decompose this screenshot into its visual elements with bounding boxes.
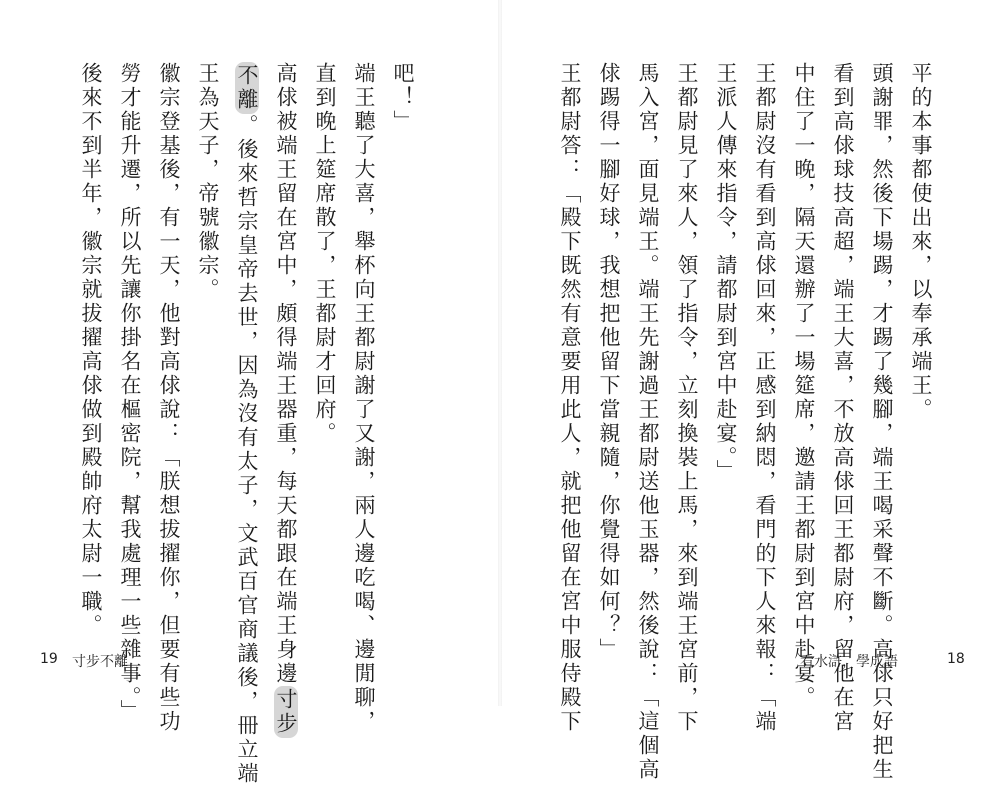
text-column: 馬入宮，面見端王。端王先謝過王都尉送他玉器，然後說：「這個高 — [636, 62, 660, 782]
running-title: 寸步不離 — [72, 654, 128, 670]
text-column: 王都尉沒有看到高俅回來，正感到納悶，看門的下人來報：「端 — [753, 62, 777, 734]
text-column: 直到晚上筵席散了，王都尉才回府。 — [313, 62, 337, 446]
text-column: 吧！」 — [391, 62, 415, 134]
idiom-highlight: 不離 — [235, 64, 259, 112]
left-page-text — [79, 62, 422, 786]
page-number: 18 — [947, 651, 965, 667]
text-column: 看到高俅球技高超，端王大喜，不放高俅回王都尉府，留他在宮 — [831, 62, 855, 734]
running-title: 看水滸，學成語 — [800, 654, 898, 670]
right-page — [500, 0, 1000, 782]
text-column: 徽宗登基後，有一天，他對高俅說：「朕想拔擢你，但要有些功 — [157, 62, 181, 734]
text-column: 王派人傳來指令，請都尉到宮中赴宴。」 — [714, 62, 738, 484]
text-column: 俅踢得一腳好球，我想把他留下當親隨，你覺得如何？」 — [597, 62, 621, 662]
text-column: 王都尉見了來人，領了指令，立刻換裝上馬，來到端王宮前，下 — [675, 62, 699, 734]
text-column: 平的本事都使出來，以奉承端王。 — [909, 62, 933, 422]
text-column: 王為天子，帝號徽宗。 — [196, 62, 220, 302]
text-column: 勞才能升遷，所以先讓你掛名在樞密院，幫我處理一些雜事。」 — [118, 62, 142, 724]
text-column: 中住了一晚，隔天還辦了一場筵席，邀請王都尉到宮中赴宴。 — [792, 62, 816, 710]
text-column: 後來不到半年，徽宗就拔擢高俅做到殿帥府太尉一職。 — [79, 62, 103, 638]
text-column: 端王聽了大喜，舉杯向王都尉謝了又謝，兩人邊吃喝、邊閒聊， — [352, 62, 376, 734]
idiom-highlight: 寸步 — [274, 688, 298, 736]
text-column: 王都尉答：「殿下既然有意要用此人，就把他留在宮中服侍殿下 — [558, 62, 582, 734]
text-column: 不離。後來哲宗皇帝去世，因為沒有太子，文武百官商議後，冊立端 — [235, 64, 259, 786]
text-column: 高俅被端王留在宮中，頗得端王器重，每天都跟在端王身邊寸步 — [274, 62, 298, 736]
page-number: 19 — [40, 651, 58, 667]
text-column: 頭謝罪，然後下場踢，才踢了幾腳，端王喝采聲不斷。高俅只好把生 — [870, 62, 894, 782]
